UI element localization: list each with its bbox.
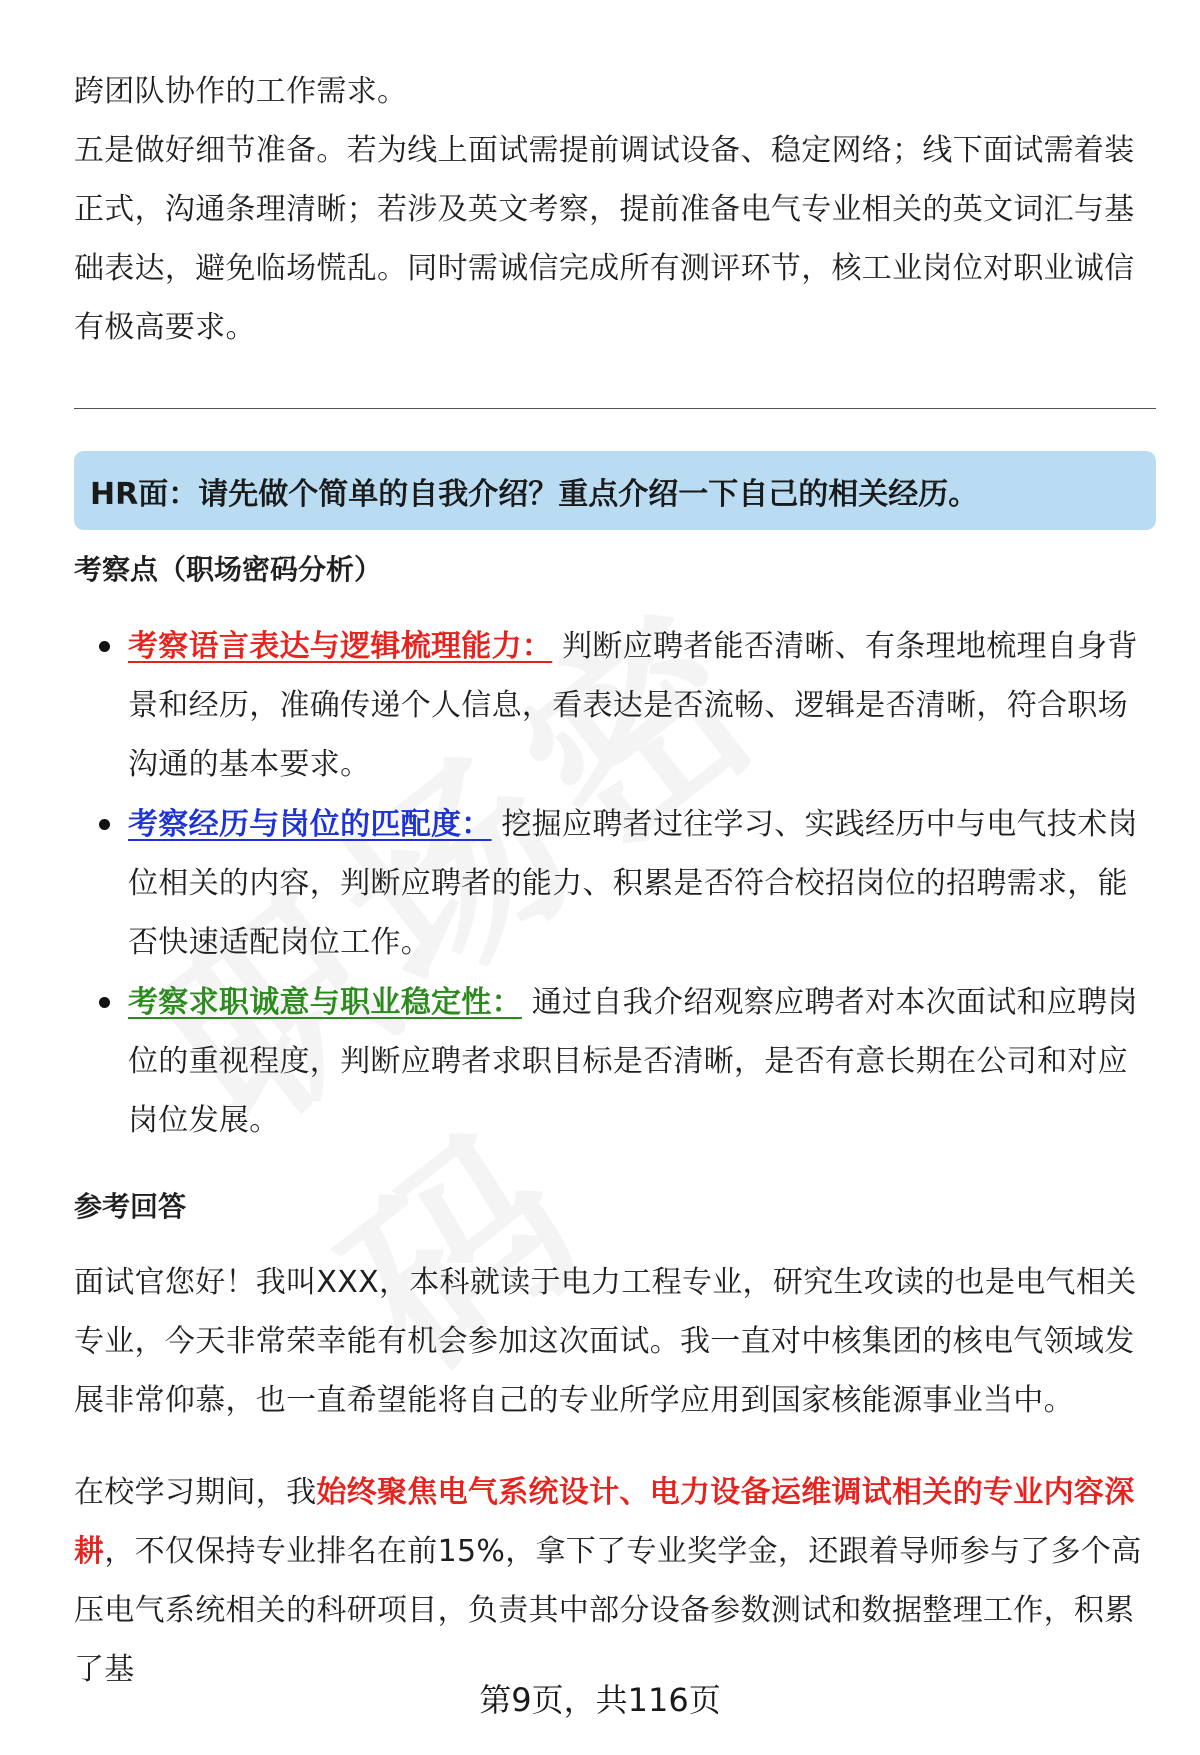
answer-paragraph-1: 面试官您好！我叫XXX，本科就读于电力工程专业，研究生攻读的也是电气相关专业，今天非常荣幸能有机会参加这次面试。我一直对中核集团的核电气领域发展非常仰慕，也一直希望能将自己的专业所学应用到国家核能源事业当中。 <box>74 1265 1137 1418</box>
intro-section <box>74 62 1156 357</box>
answer-paragraph-2-prefix: 在校学习期间，我 <box>74 1475 317 1510</box>
exam-point-text: 挖掘应聘者过往学习、实践经历中与电气技术岗位相关的内容，判断应聘者的能力、积累是否符合校招岗位的招聘需求，能否快速适配岗位工作。 <box>128 807 1138 960</box>
intro-line: 跨团队协作的工作需求。 <box>74 74 408 109</box>
answer-paragraph-2-rest: ，不仅保持专业排名在前15%，拿下了专业奖学金，还跟着导师参与了多个高压电气系统相关的科研项目，负责其中部分设备参数测试和数据整理工作，积累了基 <box>74 1534 1142 1687</box>
answer-paragraph-2-block <box>74 1463 1156 1699</box>
exam-point-keyword: 考察经历与岗位的匹配度： <box>128 807 492 842</box>
exam-point-text: 通过自我介绍观察应聘者对本次面试和应聘岗位的重视程度，判断应聘者求职目标是否清晰，是否有意长期在公司和对应岗位发展。 <box>128 985 1138 1138</box>
list-item <box>74 973 1156 1150</box>
exam-points-heading: 考察点（职场密码分析） <box>74 553 383 586</box>
bullet-dot-icon <box>99 819 110 830</box>
exam-point-keyword: 考察语言表达与逻辑梳理能力： <box>128 629 553 664</box>
answer-highlight: 始终聚焦电气系统设计、电力设备运维调试相关的专业内容深耕 <box>74 1475 1135 1569</box>
exam-point-keyword: 考察求职诚意与职业稳定性： <box>128 985 522 1020</box>
question-text: HR面：请先做个简单的自我介绍？重点介绍一下自己的相关经历。 <box>90 476 979 512</box>
intro-paragraph-5: 五是做好细节准备。若为线上面试需提前调试设备、稳定网络；线下面试需着装正式，沟通条理清晰；若涉及英文考察，提前准备电气专业相关的英文词汇与基础表达，避免临场慌乱。同时需诚信完成所有测评环节，核工业岗位对职业诚信有极高要求。 <box>74 133 1135 345</box>
answer-paragraph-2 <box>74 1463 1156 1699</box>
page-number: 第9页，共116页 <box>479 1681 721 1719</box>
question-banner <box>74 451 1156 530</box>
exam-points-list <box>74 617 1156 1151</box>
list-item <box>74 795 1156 972</box>
answer-heading: 参考回答 <box>74 1190 187 1223</box>
bullet-dot-icon <box>99 997 110 1008</box>
section-divider <box>74 408 1156 409</box>
answer-paragraph-1-block <box>74 1253 1156 1430</box>
exam-point-text: 判断应聘者能否清晰、有条理地梳理自身背景和经历，准确传递个人信息，看表达是否流畅、逻辑是否清晰，符合职场沟通的基本要求。 <box>128 629 1138 782</box>
bullet-dot-icon <box>99 641 110 652</box>
list-item <box>74 617 1156 794</box>
